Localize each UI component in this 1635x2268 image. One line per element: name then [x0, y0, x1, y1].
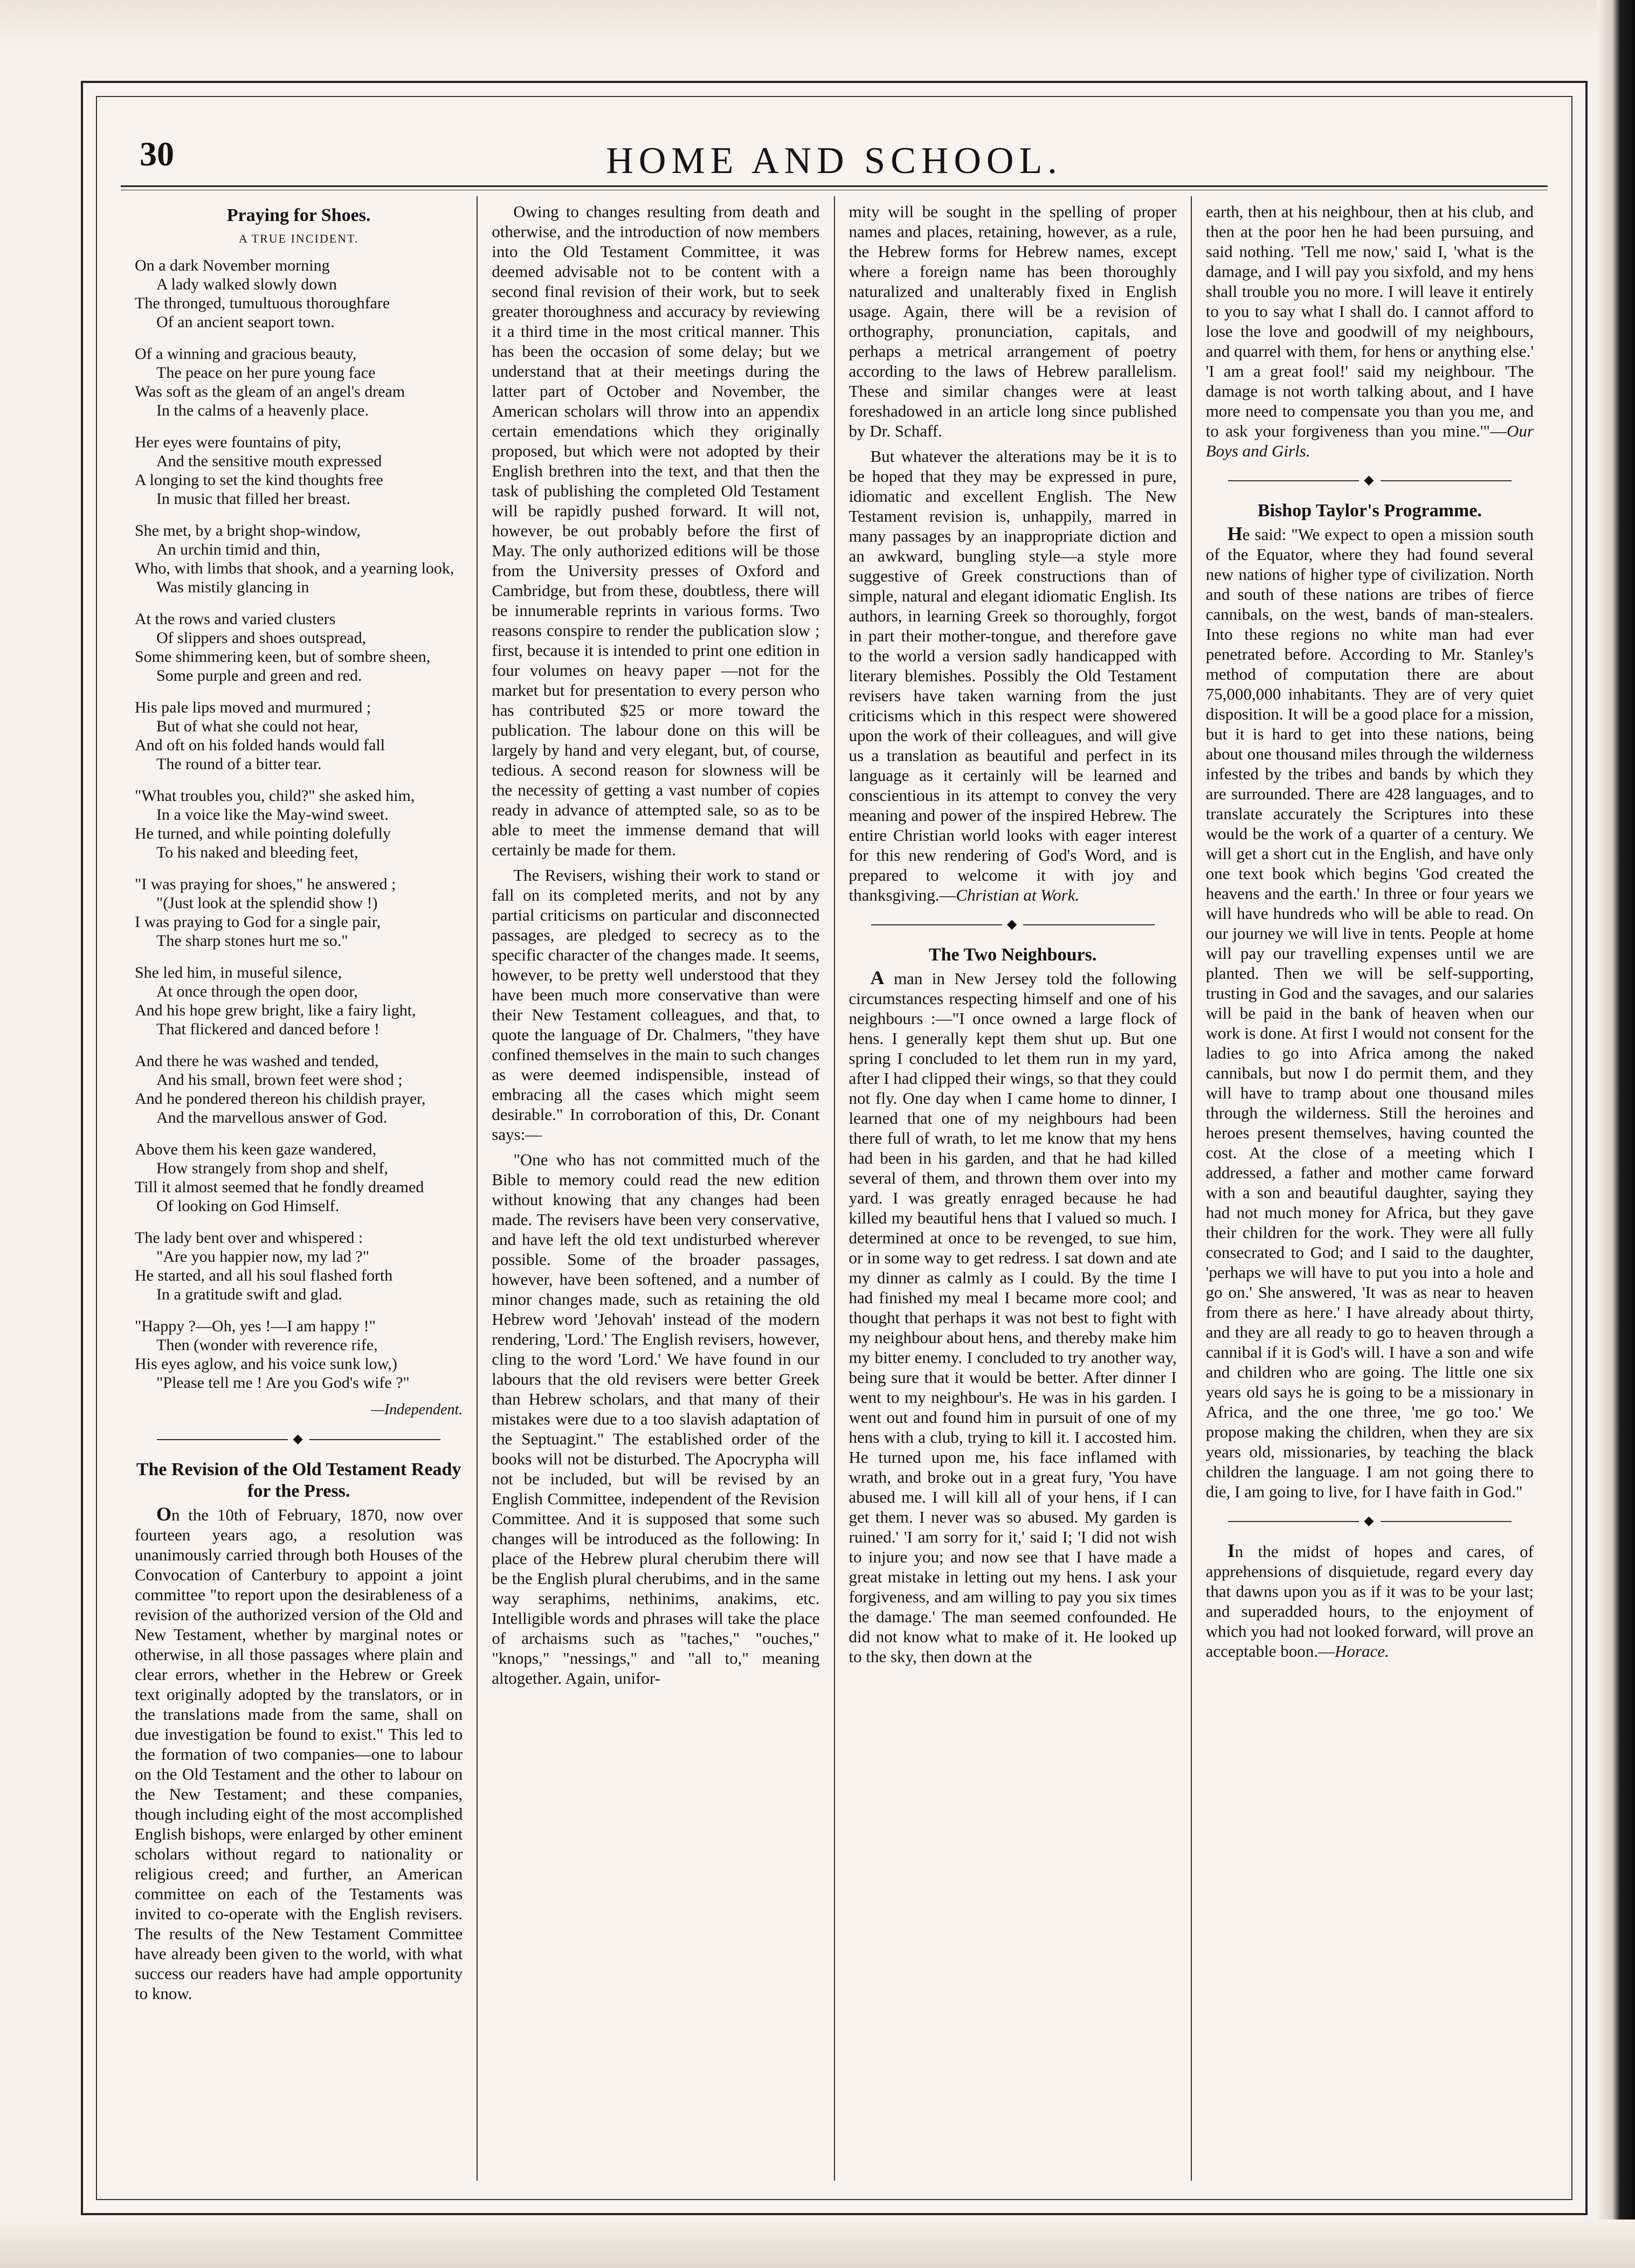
poem-line: His pale lips moved and murmured ; [135, 699, 371, 716]
revision-paragraph: mity will be sought in the spelling of proper names and places, retaining, however, as a rule, the Hebrew forms for Hebrew names, except where a foreign name has been thoroughly naturalized and unalterably fixed in English usage. Again, there will be a revision of orthography, pronunciation, capitals, and perhaps a metrical arrangement of poetry according to the laws of Hebrew parallelism. These and similar changes were at least foreshadowed in an article long since published by Dr. Schaff. [848, 202, 1177, 440]
poem-stanza [135, 963, 463, 1039]
poem-stanza [135, 1317, 463, 1392]
poem-stanza [135, 521, 463, 597]
closing-text: In the midst of hopes and cares, of apprehensions of disquietude, regard every day that dawns upon you as if it was to be your last; and superadded hours, to the enjoyment of which you had not looked forward, will prove an acceptable boon.— [1205, 1540, 1534, 1661]
poem-line: How strangely from shop and shelf, [156, 1159, 388, 1177]
poem-line: And he pondered thereon his childish prayer, [135, 1090, 426, 1108]
poem-line: He started, and all his soul flashed forth [135, 1267, 393, 1284]
poem-line: Was soft as the gleam of an angel's dream [135, 383, 405, 400]
poem-line: At once through the open door, [156, 983, 358, 1000]
poem-line: Of looking on God Himself. [156, 1197, 340, 1215]
poem-line: Of a winning and gracious beauty, [135, 345, 357, 363]
poem-line: Who, with limbs that shook, and a yearning look, [135, 559, 454, 577]
poem-line: Till it almost seemed that he fondly dreamed [135, 1178, 424, 1196]
poem-subtitle: A TRUE INCIDENT. [238, 232, 359, 245]
poem-line: To his naked and bleeding feet, [156, 843, 358, 861]
poem-line: "Happy ?—Oh, yes !—I am happy !" [135, 1317, 376, 1335]
page-number: 30 [140, 135, 174, 173]
poem-line: In a gratitude swift and glad. [156, 1285, 342, 1303]
poem-line: And his small, brown feet were shod ; [156, 1071, 403, 1089]
poem-line: "I was praying for shoes," he answered ; [135, 875, 396, 893]
section-divider: ◆ [135, 1429, 463, 1449]
masthead-title: HOME AND SCHOOL. [606, 140, 1063, 182]
poem-stanza [135, 610, 463, 685]
poem-line: An urchin timid and thin, [156, 541, 321, 558]
page-header [121, 113, 1548, 193]
poem-line: I was praying to God for a single pair, [135, 913, 381, 931]
taylor-title: Bishop Taylor's Programme. [1257, 501, 1482, 521]
poem-stanza [135, 1052, 463, 1127]
poem-line: And there he was washed and tended, [135, 1052, 379, 1070]
poem-stanza [135, 433, 463, 508]
revision-paragraph: The Revisers, wishing their work to stand or fall on its completed merits, and not by any partial criticisms on particular and disconnected passages, are pledged to secrecy as to the specific character of the changes made. It seems, however, to be pretty well understood that they have been much more conservative than were their New Testament colleagues, and that, to quote the language of Dr. Chalmers, "they have confined themselves in the main to such changes as were deemed indispensible, instead of embracing all the cases which might seem desirable." In corroboration of this, Dr. Conant says:— [492, 866, 820, 1144]
article-columns [121, 196, 1548, 2181]
poem-title: Praying for Shoes. [226, 205, 371, 225]
poem-line: Then (wonder with reverence rife, [156, 1336, 378, 1354]
poem-line: His eyes aglow, and his voice sunk low,) [135, 1355, 397, 1373]
poem-line: Of an ancient seaport town. [156, 313, 335, 331]
poem-line: In music that filled her breast. [156, 490, 350, 508]
closing-paragraph [1206, 1541, 1534, 1661]
poem-line: He turned, and while pointing dolefully [135, 825, 391, 842]
poem-credit: —Independent. [370, 1401, 463, 1418]
adjacent-page-strip [1597, 0, 1635, 2268]
column-1 [121, 196, 477, 2181]
revision-title: The Revision of the Old Testament Ready for the Press. [136, 1460, 461, 1501]
poem-line: But of what she could not hear, [156, 717, 358, 735]
poem-line: The round of a bitter tear. [156, 755, 322, 773]
poem-line: Was mistily glancing in [156, 578, 309, 596]
revision-paragraph: On the 10th of February, 1870, now over fourteen years ago, a resolution was unanimously carried through both Houses of the Convocation of Canterbury to appoint a joint committee "to report upon the desirableness of a revision of the authorized version of the Old and New Testament, whether by marginal notes or otherwise, in all those passages where plain and clear errors, whether in the Hebrew or Greek text originally adopted by the translators, or in the translations made from the same, shall on due investigation be found to exist." This led to the formation of two companies—one to labour on the Old Testament and the other to labour on the New Testament; and these companies, though including eight of the most accomplished English bishops, were enlarged by other eminent scholars without regard to nationality or religious creed; and further, an American committee on each of the Testaments was invited to co-operate with the English revisers. The results of the New Testament Committee have already been given to the world, with what success our readers have had ample opportunity to know. [135, 1503, 463, 2003]
poem-line: She led him, in museful silence, [135, 964, 342, 981]
poem-stanza [135, 256, 463, 331]
poem-stanza [135, 875, 463, 950]
taylor-paragraph: He said: "We expect to open a mission south of the Equator, where they had found several new nations of higher type of civilization. North and south of these nations are tribes of fierce cannibals, on the west, bands of man-stealers. Into these regions no white man had ever penetrated before. According to Mr. Stanley's method of computation there are about 75,000,000 inhabitants. They are of very quiet disposition. It will be a good place for a mission, but it is hard to get into these nations, being about one thousand miles through the wilderness infested by the tribes and bands by which they are surrounded. There are 428 languages, and to translate accurately the Scriptures into these would be the work of a quarter of a century. We will get a short cut in the English, and have only one text book which begins 'God created the heavens and the earth.' In three or four years we will have hundreds who will be able to read. On our journey we will live in tents. People at home will pay our travelling expenses until we are planted. Then we will be self-supporting, trusting in God and the savages, and our salaries will be paid in the bank of heaven when our work is done. At first I would not consent for the ladies to go into Africa among the naked cannibals, but now I do permit them, and they will have to tramp about one thousand miles through the wilderness. Still the heroines and heroes present themselves, having counted the cost. At the close of a meeting which I addressed, a father and mother came forward with a son and beautiful daughter, saying they had not much money for Africa, but they gave their children for the work. They were all fully consecrated to God; and I said to the daughter, 'perhaps we will have to put you into a hole and go on.' She answered, 'It was as near to heaven from there as here.' I have already about thirty, and they are all ready to go to heaven through a cannibal if it is God's will. I have a son and wife and children who are going. The little one six years old says he is going to be a missionary in Africa, and the one three, 'me go too.' We propose making the children, when they are six years old, missionaries, by teaching the black children the language. I am not going there to die, I am going to live, for I have faith in God." [1205, 523, 1534, 1501]
neighbours-paragraph: A man in New Jersey told the following circumstances respecting himself and one of his neighbours :—"I once owned a large flock of hens. I generally kept them shut up. But one spring I concluded to let them run in my yard, after I had clipped their wings, so that they could not fly. One day when I came home to dinner, I learned that one of my neighbours had been there full of wrath, to let me know that my hens had been in his garden, and that he had killed several of them, and thrown them over into my yard. I was greatly enraged because he had killed my beautiful hens that I valued so much. I determined at once to be revenged, to sue him, or in some way to get redress. I sat down and ate my dinner as calmly as I could. By the time I had finished my meal I became more cool; and thought that perhaps it was not best to fight with my neighbour about hens, and thereby make him my bitter enemy. I concluded to try another way, being sure that it would be better. After dinner I went to my neighbour's. He was in his garden. I went out and found him in pursuit of one of my hens with a club, trying to kill it. I accosted him. He turned upon me, his face inflamed with wrath, and broke out in a great fury, 'You have abused me. I will kill all of your hens, if I can get them. I never was so abused. My garden is ruined.' 'I am sorry for it,' said I; 'I did not wish to injure you; and now see that I have made a great mistake in letting out my hens. I ask your forgiveness, and am willing to pay you six times the damage.' The man seemed confounded. He did not know what to make of it. He looked up to the sky, then down at the [848, 967, 1177, 1666]
column-4 [1191, 196, 1548, 2181]
revision-paragraph [849, 446, 1177, 905]
poem-line: Of slippers and shoes outspread, [156, 629, 367, 647]
poem-line: The peace on her pure young face [156, 364, 376, 382]
section-divider: ◆ [1206, 471, 1534, 490]
poem-line: She met, by a bright shop-window, [135, 522, 361, 540]
section-divider: ◆ [1206, 1511, 1534, 1531]
poem-stanza [135, 344, 463, 420]
poem-line: "Are you happier now, my lad ?" [156, 1248, 369, 1266]
page-bottom-edge [0, 2219, 1635, 2268]
column-3 [834, 196, 1191, 2181]
poem-line: A lady walked slowly down [156, 275, 337, 293]
poem-line: "What troubles you, child?" she asked him, [135, 787, 415, 805]
column-2 [477, 196, 833, 2181]
poem-line: Some shimmering keen, but of sombre sheen, [135, 648, 431, 666]
poem-line: And the marvellous answer of God. [156, 1109, 388, 1126]
poem-body [135, 256, 463, 1392]
poem-line: "Please tell me ! Are you God's wife ?" [156, 1374, 410, 1392]
revision-paragraph: Owing to changes resulting from death and otherwise, and the introduction of now members into the Old Testament Committee, it was deemed advisable not to be content with a second final revision of their work, but to seek greater thoroughness and accuracy by reviewing it a third time in the most critical manner. This has been the occasion of some delay; but we understand that at their meetings during the latter part of October and November, the American scholars will throw into an appendix certain emendations which they originally proposed, but which were not adopted by their English brethren into the text, and that then the task of publishing the completed Old Testament will be rapidly pushed forward. It will not, however, be out probably before the first of May. The only authorized editions will be those from the University presses of Oxford and Cambridge, but from these, doubtless, there will be innumerable reprints in various forms. Two reasons conspire to render the publication slow ; first, because it is intended to print one edition in four volumes on heavy paper —not for the market but for presentation to every person who has contributed $25 or more toward the publication. The labour done on this will be largely by hand and very elegant, but, of course, tedious. A second reason for slowness will be the necessity of getting a vast number of copies ready in advance of attempted sale, so as to be able to meet the immense demand that will certainly be made for them. [492, 202, 820, 859]
poem-line: "(Just look at the splendid show !) [156, 894, 378, 912]
poem-line: And the sensitive mouth expressed [156, 452, 382, 470]
neighbours-continuation: earth, then at his neighbour, then at his club, and then at the poor hen he had been pursuing, and said nothing. 'Tell me now,' said I, 'what is the damage, and I will pay you sixfold, and my hens shall trouble you no more. I will leave it entirely to you to say what I shall do. I cannot afford to lose the love and goodwill of my neighbours, and quarrel with them, for hens or anything else.' 'I am a great fool!' said my neighbour. 'The damage is not worth talking about, and I have more need to compensate you than you me, and to ask your forgiveness than you mine.'"— [1205, 202, 1534, 440]
poem-line: And oft on his folded hands would fall [135, 736, 385, 754]
neighbours-attribution: Our Boys and Girls. [1205, 421, 1534, 460]
section-divider: ◆ [849, 915, 1177, 935]
neighbours-paragraph [1206, 202, 1534, 461]
poem-line: The sharp stones hurt me so." [156, 932, 348, 950]
header-rule [121, 185, 1548, 187]
neighbours-title: The Two Neighbours. [928, 945, 1097, 965]
poem-line: On a dark November morning [135, 257, 330, 274]
revision-attribution: Christian at Work. [956, 886, 1080, 904]
poem-line: That flickered and danced before ! [156, 1020, 380, 1038]
poem-line: The thronged, tumultuous thoroughfare [135, 294, 390, 312]
newspaper-page [81, 81, 1588, 2215]
poem-line: Some purple and green and red. [156, 667, 362, 684]
poem-line: Her eyes were fountains of pity, [135, 433, 341, 451]
poem-line: Above them his keen gaze wandered, [135, 1140, 377, 1158]
poem-line: The lady bent over and whispered : [135, 1229, 363, 1247]
poem-line: At the rows and varied clusters [135, 610, 336, 628]
poem-stanza [135, 786, 463, 862]
poem-line: And his hope grew bright, like a fairy light, [135, 1001, 416, 1019]
revision-paragraph-text: But whatever the alterations may be it is to be hoped that they may be expressed in pure, idiomatic and excellent English. The New Testament revision is, unhappily, marred in many passages by an inappropriate diction and an awkward, bungling style—a style more suggestive of Greek constructions than of simple, natural and elegant idiomatic English. Its authors, in learning Greek so thoroughly, forgot in part their mother-tongue, and therefore gave to the world a version sadly handicapped with literary blemishes. Possibly the Old Testament revisers have taken warning from the just criticisms which in this respect were showered upon the work of their colleagues, and will give us a translation as beautiful and perfect in its language as it certainly will be learned and conscientious in its attempt to convey the very meaning and power of the inspired Hebrew. The entire Christian world looks with eager interest for this new rendering of God's Word, and is prepared to welcome it with joy and thanksgiving.— [848, 447, 1177, 904]
poem-line: In the calms of a heavenly place. [156, 402, 369, 419]
poem-stanza [135, 1228, 463, 1304]
poem-stanza [135, 698, 463, 773]
page-top-edge [0, 0, 1635, 43]
closing-attribution: Horace. [1335, 1642, 1389, 1661]
poem-line: A longing to set the kind thoughts free [135, 471, 383, 489]
revision-paragraph: "One who has not committed much of the Bible to memory could read the new edition without knowing that any changes had been made. The revisers have been very conservative, and have left the old text undisturbed wherever possible. Some of the broader passages, however, have been softened, and a number of minor changes made, such as retaining the old Hebrew word 'Jehovah' instead of the modern rendering, 'Lord.' The English revisers, however, cling to the word 'Lord.' We have found in our labours that the old revisers were better Greek than Hebrew scholars, and that many of their mistakes were due to a too slavish adaptation of the Septuagint." The established order of the books will not be disturbed. The Apocrypha will not be included, but will be revised by an English Committee, independent of the Revision Committee. And it is supposed that some such changes will be introduced as the following: In place of the Hebrew plural cherubim there will be the English plural cherubims, and in the same way seraphims, nethinims, anakims, etc. Intelligible words and phrases will take the place of archaisms such as "taches," "ouches," "knops," "nessings," and "all to," meaning altogether. Again, unifor- [492, 1150, 820, 1688]
poem-line: In a voice like the May-wind sweet. [156, 806, 389, 824]
poem-stanza [135, 1140, 463, 1215]
